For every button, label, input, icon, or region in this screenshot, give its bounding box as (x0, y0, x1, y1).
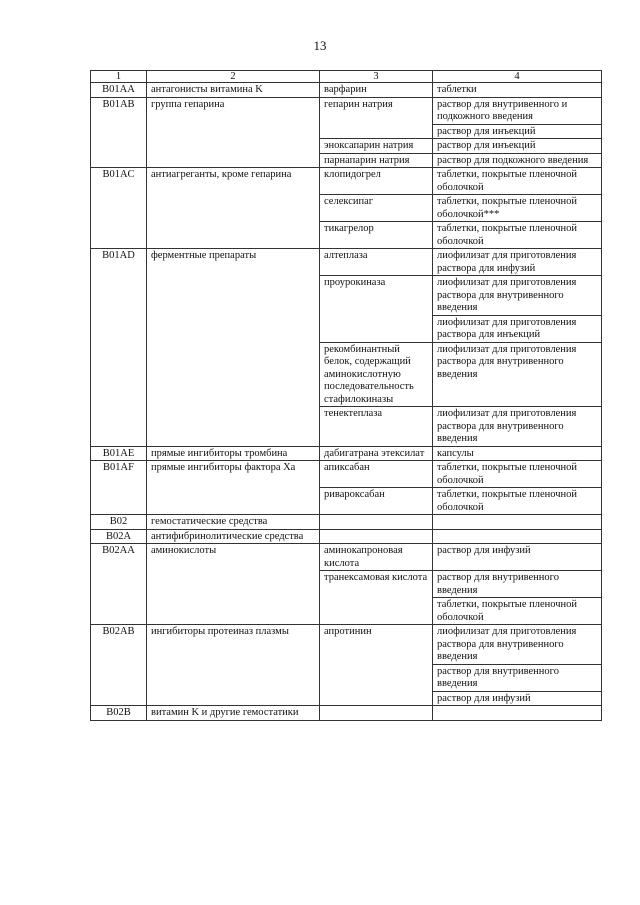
drug-name-cell: аминокапроновая кислота (320, 544, 433, 571)
table-body (91, 71, 602, 721)
atc-code-cell: B02B (91, 706, 147, 721)
drug-name-cell: апиксабан (320, 461, 433, 488)
table-header-row (91, 71, 602, 83)
atc-code-cell: B02AB (91, 625, 147, 706)
table-row (91, 529, 602, 544)
dosage-form-cell: таблетки, покрытые пленочной оболочкой (433, 488, 602, 515)
group-name-cell: аминокислоты (147, 544, 320, 625)
page-number: 13 (313, 38, 327, 53)
dosage-form-cell: капсулы (433, 446, 602, 461)
dosage-form-cell: таблетки (433, 83, 602, 98)
drug-name-cell: дабигатрана этексилат (320, 446, 433, 461)
atc-code-cell: B02AA (91, 544, 147, 625)
table-row (91, 249, 602, 276)
dosage-form-cell: раствор для инфузий (433, 544, 602, 571)
drug-name-cell: клопидогрел (320, 168, 433, 195)
dosage-form-cell: таблетки, покрытые пленочной оболочкой (433, 222, 602, 249)
group-name-cell: прямые ингибиторы фактора Xa (147, 461, 320, 515)
drug-name-cell: селексипаг (320, 195, 433, 222)
dosage-form-cell: раствор для подкожного введения (433, 153, 602, 168)
group-name-cell: ингибиторы протеиназ плазмы (147, 625, 320, 706)
group-name-cell: антиагреганты, кроме гепарина (147, 168, 320, 249)
atc-code-cell: B01AF (91, 461, 147, 515)
dosage-form-cell: таблетки, покрытые пленочной оболочкой*** (433, 195, 602, 222)
dosage-form-cell (433, 706, 602, 721)
drug-name-cell: ривароксабан (320, 488, 433, 515)
header-cell: 1 (91, 71, 147, 83)
dosage-form-cell (433, 515, 602, 530)
table-row (91, 706, 602, 721)
drug-name-cell: парнапарин натрия (320, 153, 433, 168)
group-name-cell: гемостатические средства (147, 515, 320, 530)
drug-name-cell: эноксапарин натрия (320, 139, 433, 154)
dosage-form-cell: лиофилизат для приготовления раствора для инфузий (433, 249, 602, 276)
header-cell: 3 (320, 71, 433, 83)
dosage-form-cell: таблетки, покрытые пленочной оболочкой (433, 461, 602, 488)
dosage-form-cell (433, 529, 602, 544)
group-name-cell: группа гепарина (147, 97, 320, 168)
atc-code-cell: B01AB (91, 97, 147, 168)
table-row (91, 83, 602, 98)
atc-code-cell: B02 (91, 515, 147, 530)
dosage-form-cell: таблетки, покрытые пленочной оболочкой (433, 598, 602, 625)
header-cell: 4 (433, 71, 602, 83)
dosage-form-cell: раствор для инъекций (433, 124, 602, 139)
dosage-form-cell: лиофилизат для приготовления раствора для внутривенного введения (433, 407, 602, 447)
dosage-form-cell: лиофилизат для приготовления раствора для внутривенного введения (433, 342, 602, 407)
dosage-form-cell: раствор для внутривенного введения (433, 571, 602, 598)
drug-name-cell: тенектеплаза (320, 407, 433, 447)
dosage-form-cell: раствор для инфузий (433, 691, 602, 706)
table-row (91, 97, 602, 124)
drug-name-cell: варфарин (320, 83, 433, 98)
drug-name-cell (320, 529, 433, 544)
atc-code-cell: B01AE (91, 446, 147, 461)
group-name-cell: антифибринолитические средства (147, 529, 320, 544)
dosage-form-cell: лиофилизат для приготовления раствора для внутривенного введения (433, 625, 602, 665)
table-row (91, 625, 602, 665)
dosage-form-cell: лиофилизат для приготовления раствора для внутривенного введения (433, 276, 602, 316)
group-name-cell: ферментные препараты (147, 249, 320, 447)
table-row (91, 544, 602, 571)
dosage-form-cell: раствор для инъекций (433, 139, 602, 154)
dosage-form-cell: раствор для внутривенного и подкожного введения (433, 97, 602, 124)
atc-code-cell: B02A (91, 529, 147, 544)
drug-name-cell: транексамовая кислота (320, 571, 433, 625)
drug-name-cell (320, 706, 433, 721)
drug-name-cell: проурокиназа (320, 276, 433, 343)
table-row (91, 168, 602, 195)
table-row (91, 446, 602, 461)
table-row (91, 515, 602, 530)
drug-name-cell: рекомбинантный белок, содержащий аминокислотную последовательность стафилокиназы (320, 342, 433, 407)
atc-code-cell: B01AD (91, 249, 147, 447)
drug-name-cell: тикагрелор (320, 222, 433, 249)
table-row (91, 461, 602, 488)
dosage-form-cell: раствор для внутривенного введения (433, 664, 602, 691)
drug-table (90, 70, 602, 721)
drug-name-cell: алтеплаза (320, 249, 433, 276)
drug-name-cell: гепарин натрия (320, 97, 433, 139)
group-name-cell: прямые ингибиторы тромбина (147, 446, 320, 461)
group-name-cell: витамин K и другие гемостатики (147, 706, 320, 721)
group-name-cell: антагонисты витамина K (147, 83, 320, 98)
drug-name-cell: апротинин (320, 625, 433, 706)
atc-code-cell: B01AA (91, 83, 147, 98)
dosage-form-cell: таблетки, покрытые пленочной оболочкой (433, 168, 602, 195)
atc-code-cell: B01AC (91, 168, 147, 249)
header-cell: 2 (147, 71, 320, 83)
drug-name-cell (320, 515, 433, 530)
dosage-form-cell: лиофилизат для приготовления раствора для инъекций (433, 315, 602, 342)
